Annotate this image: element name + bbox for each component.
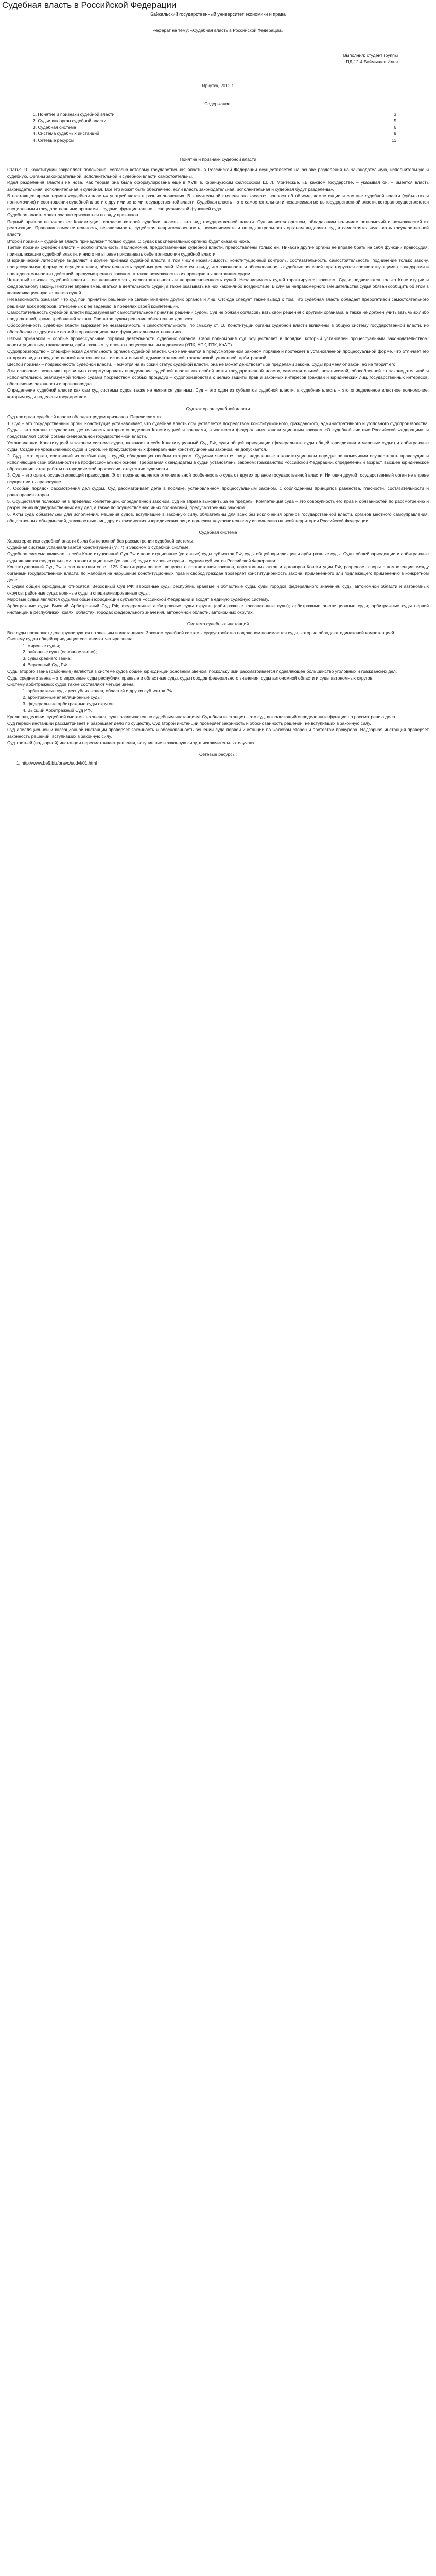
list-item: 4. Верховный Суд РФ.: [23, 662, 68, 668]
author-block: [7, 52, 429, 65]
city-year: Иркутск, 2012 г.: [202, 83, 234, 89]
section-title: Система судебных инстанций: [187, 621, 249, 626]
paragraph: 5. Осуществляя полномочия в пределах компетенции, определенной законом, суд не вправе выходить за ее пределы. Компетенция суда – это совокупность его прав и обязанностей по рассмотрению и разрешению подведомственных ему дел, а также по осуществлению иных полномочий, предусмотренных законом.: [7, 498, 429, 511]
paragraph: Конституционный Суд РФ в соответствии со ст. 125 Конституции решает вопросы о соответствии законов, нормативных актов и договоров Конституции РФ, разрешает споры о компетенции между органами государственной власти, по жалобам на нарушение конституционных прав и свобод граждан проверяет конституционность закона, примененного или подлежащего применению в конкретном деле.: [7, 564, 429, 583]
paragraph: 4. Особый порядок рассмотрения дел судом. Суд рассматривает дела в порядке, установленном процессуальным законом, с соблюдением принципов равенства, гласности, состязательности и равноправия сторон.: [7, 485, 429, 498]
university-name: Байкальский государственный университет экономики и права: [150, 12, 286, 17]
paragraph: В юридической литературе выделяют и другие признаки судебной власти, в том числе независимость, конституционный контроль, состязательность, самостоятельность, подчинение только закону, процессуальную форму ее осуществления, обязательность судебных решений. Имеется в виду, что законность и обоснованность судебных решений гарантируются соответствующими процедурами и последовательностью действий, предусмотренных законом, а также возможностью их проверки вышестоящим судом.: [7, 258, 429, 276]
toc-item-label: 4. Сетевые ресурсы: [33, 137, 75, 143]
resource-link[interactable]: 1. http://www.be5.biz/pravo/sudvl/01.html: [16, 760, 97, 766]
section-resources: [0, 751, 436, 766]
paragraph: Суд как орган судебной власти обладает рядом признаков. Перечислим их.: [7, 414, 163, 420]
table-of-contents: [33, 111, 396, 144]
paragraph: Эти основания позволяют правильно сформулировать определение судебной власти как особой ветви государственной власти, самостоятельной, независимой, обособленной от законодательной и исполнительной, реализуемой только судами посредством особых процедур – судопроизводства с целью защиты прав и законных интересов граждан и юридических лиц, государственных интересов, обеспечения законности и правопорядка.: [7, 368, 429, 386]
paragraph: 2. Суд – это орган, состоящий из особых лиц – судей, обладающих особым статусом. Судьями являются лица, наделенные в конституционном порядке полномочиями осуществлять правосудие и исполняющие свои обязанности на профессиональной основе. Требования к кандидатам в судьи установлены законом: гражданство Российской Федерации, определенный возраст, высшее юридическое образование, стаж работы по юридической профессии, отсутствие судимости.: [7, 453, 429, 471]
toc-item-label: 2. Судьи как орган судебной власти: [33, 118, 107, 124]
section-title: Сетевые ресурсы:: [199, 752, 237, 757]
toc-title: Содержание:: [204, 100, 232, 106]
toc-item: [33, 111, 396, 118]
paragraph: Первый признак выражает ее Конституция, согласно которой судебная власть – это вид государственной власти. Суд является органом, обладающим наличием полномочий и возможностей их реализации. Правовая самостоятельность, независимость, судейская неприкосновенность, несменяемость и неподконтрольность органам выделяют суд в самостоятельную ветвь государственной власти.: [7, 218, 429, 238]
author-line: ПД-12-4 Баймышев Илья: [346, 59, 398, 64]
toc-item: [33, 117, 396, 124]
paragraph: Мировые судьи являются судьями общей юрисдикции субъектов Российской Федерации и входят в единую судебную систему.: [7, 597, 269, 602]
section-court: [0, 405, 436, 524]
paragraph: Независимость означает, что суд при принятии решений не связан мнением других органов и лиц. Отсюда следует также вывод о том, что судебная власть обладает прерогативой самостоятельного решения всех вопросов, отнесенных к ее ведению, в пределах своей компетенции.: [7, 297, 429, 309]
toc-item: [33, 137, 396, 144]
paragraph: Судебная система устанавливается Конституцией (гл. 7) и Законом о судебной системе.: [7, 545, 190, 550]
list-item: 2. арбитражные апелляционные суды;: [23, 694, 102, 700]
paragraph: Характеристика судебной власти была бы неполной без рассмотрения судебной системы.: [7, 538, 195, 544]
paragraph: Статья 10 Конституции закрепляет положение, согласно которому государственная власть в Российской Федерации осуществляется на основе разделения на законодательную, исполнительную и судебную. Органы законодательной, исполнительной и судебной власти самостоятельны.: [7, 167, 429, 179]
paragraph: Арбитражные суды: Высший Арбитражный Суд РФ; федеральные арбитражные суды округов (арбитражные кассационные суды); арбитражные апелляционные суды; арбитражные суды первой инстанции в республиках, краях, областях, городах федерального значения, автономной области, автономных округах.: [7, 603, 429, 615]
paragraph: Самостоятельность судебной власти подразумевает самостоятельное принятие решений судом. Суд не обязан согласовывать свои решения с другими органами, а также не должен учитывать чьих-либо предпочтений, кроме требований закона. Принятое судом решение обязательно для всех.: [7, 310, 429, 321]
paragraph: Установленная Конституцией и законом система судов, включает в себя Конституционный Суд РФ, суды общей юрисдикции (федеральные суды общей юрисдикции и мировые судьи) и арбитражные суды. Создание чрезвычайных судов и судов, не предусмотренных федеральным конституционным законом, не допускается.: [7, 440, 429, 452]
paragraph: Суд первой инстанции рассматривает и разрешает дело по существу. Суд второй инстанции проверяет законность и обоснованность решений, не вступивших в законную силу.: [7, 720, 371, 726]
paragraph: Идея разделения властей не нова. Как теория она была сформулирована еще в XVIII в. французским философом Ш. Л. Монтескье. «В каждом государстве, – указывал он, – имеется власть законодательная, исполнительная и судебная. Все это может быть обеспечено, если власть законодательная, исполнительная и судебная будут разделены».: [7, 180, 429, 192]
paragraph: Все суды проверяют дела группируются по звеньям и инстанциям. Законом судебной системы судоустройства под звеном понимаются суды, которые обладают одинаковой компетенцией.: [7, 630, 396, 635]
paragraph: Кроме разделения судебной системы на звенья, суды различаются по судебным инстанциям. Судебная инстанция – это суд, выполняющий определенные функции по рассмотрению дела.: [7, 714, 396, 720]
paragraph: Второй признак – судебная власть принадлежит только судам. О судах как специальных органах будет сказано ниже.: [7, 238, 250, 244]
toc-item-page: 8: [394, 131, 396, 137]
toc-item-label: 1. Понятие и признаки судебной власти: [33, 111, 115, 117]
paragraph: Систему судов общей юрисдикции составляют четыре звена:: [7, 636, 134, 642]
section-instances: [0, 621, 436, 746]
list-item: 3. федеральные арбитражные суды округов;: [23, 701, 115, 707]
paragraph: 1. Суд – это государственный орган. Конституция устанавливает, что судебная власть осуществляется посредством конституционного, гражданского, административного и уголовного судопроизводства. Суды – это органы государства, деятельность которых определена Конституцией и законами, в частности федеральным конституционным законом «О судебной системе Российской Федерации», и представляют собой органы федеральной государственной власти.: [7, 420, 429, 439]
paragraph: Суд апелляционной и кассационной инстанции проверяет законность и обоснованность решений суда первой инстанции по жалобам сторон и протестам прокурора. Надзорная инстанция проверяет законность решений, вступивших в законную силу.: [7, 727, 429, 739]
toc-item-page: 3: [394, 111, 396, 117]
paragraph: Систему арбитражных судов также составляют четыре звена:: [7, 682, 135, 687]
toc-item: [33, 124, 396, 131]
title-page: [0, 11, 436, 144]
paragraph: Суд третьей (надзорной) инстанции пересматривает решения, вступившие в законную силу, в исключительных случаях.: [7, 740, 256, 745]
list-item: 4. Высший Арбитражный Суд РФ.: [23, 707, 92, 713]
paragraph: 3. Суд – это орган, осуществляющий правосудие. Этот признак является отличительной особенностью суда от других органов государственной власти. Ни один другой государственный орган не вправе осуществлять правосудие.: [7, 472, 429, 485]
list-item: 2. районные суды (основное звено);: [23, 649, 97, 655]
list-item: 1. арбитражные суды республик, краев, областей и других субъектов РФ;: [23, 688, 174, 693]
courts-list: [7, 642, 429, 668]
section-title: Понятие и признаки судебной власти: [180, 156, 256, 162]
paragraph: Судебная власть может охарактеризоваться по ряду признаков.: [7, 212, 139, 218]
page-title: Судебная власть в Российской Федерации: [2, 0, 177, 10]
toc-item-page: 5: [394, 118, 396, 124]
paragraph: Четвертый признак судебной власти – ее независимость, самостоятельность и неприкосновенность судей. Независимость судей гарантируется законом. Судьи подчиняются только Конституции и федеральному закону. Никто не вправе вмешиваться в деятельность судей, а также оказывать на них какое-либо воздействие. В случае неправомерного вмешательства судья обязан сообщить об этом в квалификационную коллегию судей.: [7, 277, 429, 296]
paragraph: Пятым признаком – особые процессуальные порядки деятельности судебных органов. Свои полномочия суд осуществляет в порядке, который установлен процессуальным законодательством: конституционным, гражданским, арбитражным, уголовно-процессуальным кодексами (УПК, АПК, ГПК, КоАП).: [7, 335, 429, 348]
essay-topic: Реферат на тему: «Судебная власть в Российской Федерации»: [152, 27, 284, 33]
paragraph: Обособленность судебной власти выражает ее независимость и самостоятельность: по смыслу ст. 10 Конституции органы судебной власти включены в общую систему государственной власти, но обособлены от других ее ветвей в организационном и функциональном отношениях.: [7, 323, 429, 334]
section-judicial-system: [0, 529, 436, 616]
arbitration-courts-list: [7, 688, 429, 714]
paragraph: К судам общей юрисдикции относятся: Верховный Суд РФ; верховные суды республик, краевые и областные суды, суды городов федерального значения, суды автономной области и автономных округов; районные суды; военные суды и специализированные суды.: [7, 583, 429, 596]
author-line: Выполнил: студент группы: [343, 53, 398, 58]
paragraph: В настоящее время термин «судебная власть» употребляется в разных значениях. В значительной степени это касается вопроса об объеме, компетенции и составе судебной власти (субъектах и полномочиях) и соотношения судебной власти с другими ветвями государственной власти. Судебная власть – это самостоятельная и независимая ветвь государственной власти, которая осуществляется специальными государственными органами – судами, функционально – специфической функцией суда.: [7, 193, 429, 211]
paragraph: Судопроизводство – специфическая деятельность органов судебной власти. Оно начинается в предусмотренном законом порядке и протекает в установленной процессуальной форме, что отличает его от других видов государственной деятельности – исполнительной, административной, гражданской, уголовной, арбитражной.: [7, 348, 429, 361]
toc-item-label: 4. Система судебных инстанций: [33, 131, 99, 137]
paragraph: Шестой признак – подзаконность судебной власти. Несмотря на высокий статус судебной власти, она не может действовать за пределами закона. Суды применяют закон, но не творят его.: [7, 361, 397, 367]
paragraph: Третий признак судебной власти – исключительность. Полномочия, предоставленные судебной власти, предоставлены только ей. Никакие другие органы не вправе брать на себя функции правосудия, принадлежащие судебной власти, и никто не вправе присваивать себе полномочия судебной власти.: [7, 245, 429, 257]
toc-item-page: 11: [392, 137, 396, 143]
paragraph: Определение судебной власти как сам суд системы судов также не является удачным. Суд – это один из субъектов судебной власти, а судебная власть – это определенное властное полномочие, которым суды наделены государством.: [7, 387, 429, 399]
list-item: 3. суды среднего звена;: [23, 655, 72, 661]
toc-item-page: 6: [394, 124, 396, 130]
toc-item-label: 3. Судебная система: [33, 124, 76, 130]
paragraph: Суды второго звена (районные) являются в системе судов общей юрисдикции основным звеном, поскольку ими рассматривается подавляющее большинство уголовных и гражданских дел.: [7, 669, 397, 674]
toc-item: [33, 130, 396, 137]
section-title: Суд как орган судебной власти: [186, 405, 250, 411]
paragraph: Судебная система включает в себя Конституционный Суд РФ и конституционные (уставные) суды субъектов РФ, суды общей юрисдикции и арбитражные суды. Суды общей юрисдикции и арбитражные суды являются федеральными, а конституционные (уставные) суды и мировые судьи – судами субъектов Российской Федерации.: [7, 551, 429, 563]
list-item: 1. мировые судьи;: [23, 642, 60, 648]
paragraph: Суды среднего звена – это верховные суды республик, краевые и областные суды, суды городов федерального значения, суды автономной области и суды автономных округов.: [7, 675, 374, 681]
section-concept: [0, 156, 436, 400]
paragraph: 6. Акты суда обязательны для исполнения. Решения судов, вступившие в законную силу, обязательны для всех без исключения органов государственной власти, органов местного самоуправления, общественных объединений, должностных лиц, других физических и юридических лиц и подлежат неукоснительному исполнению на всей территории Российской Федерации.: [7, 512, 429, 523]
section-title: Судебная система: [199, 530, 237, 535]
